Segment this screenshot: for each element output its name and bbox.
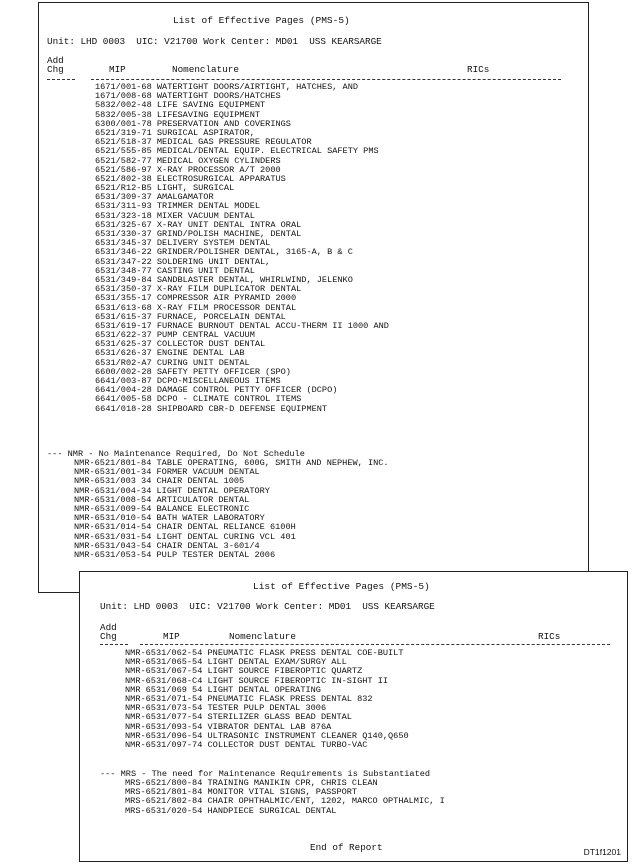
list-item: NMR-6531/053-54 PULP TESTER DENTAL 2006 (74, 549, 276, 560)
list-item: NMR-6531/071-54 PNEUMATIC FLASK PRESS DENTAL 832 (125, 693, 373, 704)
list-item: 6521/555-85 MEDICAL/DENTAL EQUIP. ELECTRICAL SAFETY PMS (95, 146, 379, 157)
list-item: 6531/619-17 FURNACE BURNOUT DENTAL ACCU-THERM II 1000 AND (95, 320, 389, 331)
report-page-2 (79, 571, 628, 862)
column-header-nomenclature: Nomenclature (229, 631, 296, 642)
divider (140, 644, 610, 645)
list-item: 6521/586-97 X-RAY PROCESSOR A/T 2000 (95, 164, 281, 175)
list-item: 6521/518-37 MEDICAL GAS PRESSURE REGULATOR (95, 137, 312, 148)
list-item: MRS-6521/800-84 TRAINING MANIKIN CPR, CHRIS CLEAN (125, 778, 378, 788)
list-item: 6531/349-84 SANDBLASTER DENTAL, WHIRLWIND, JELENKO (95, 274, 353, 285)
divider (100, 644, 128, 645)
list-item: NMR-6531/093-54 VIBRATOR DENTAL LAB 876A (125, 721, 332, 732)
list-item: 6531/615-37 FURNACE, PORCELAIN DENTAL (95, 311, 286, 322)
list-item: 6531/346-22 GRINDER/POLISHER DENTAL, 3165-A, B & C (95, 247, 353, 258)
list-item: 6600/002-28 SAFETY PETTY OFFICER (SPO) (95, 366, 291, 377)
column-header-chg: Chg (100, 631, 117, 642)
column-header-nomenclature: Nomenclature (172, 64, 239, 75)
list-item: MRS-6521/801-84 MONITOR VITAL SIGNS, PASSPORT (125, 787, 358, 798)
list-item: 5832/002-48 LIFE SAVING EQUIPMENT (95, 100, 266, 111)
report-page-1 (38, 2, 589, 593)
column-header-chg: Chg (47, 64, 64, 75)
end-of-report: End of Report (310, 842, 383, 853)
list-item: NMR-6531/031-54 LIGHT DENTAL CURING VCL 401 (74, 531, 296, 542)
list-item: 6641/003-87 DCPO-MISCELLANEOUS ITEMS (95, 376, 281, 386)
list-item: NMR-6531/096-54 ULTRASONIC INSTRUMENT CLEANER Q140,Q650 (125, 730, 409, 741)
list-item: 6641/005-58 DCPO - CLIMATE CONTROL ITEMS (95, 394, 302, 405)
list-item: 6531/309-37 AMALGAMATOR (95, 192, 214, 203)
list-item: 6531/345-37 DELIVERY SYSTEM DENTAL (95, 238, 271, 249)
column-header-add: Add (47, 55, 64, 66)
list-item: 6531/330-37 GRIND/POLISH MACHINE, DENTAL (95, 229, 302, 239)
list-item: 6531/626-37 ENGINE DENTAL LAB (95, 348, 245, 359)
list-item: NMR-6531/062-54 PNEUMATIC FLASK PRESS DENTAL COE-BUILT (125, 648, 404, 658)
nmr-list (125, 649, 409, 750)
list-item: 6531/613-68 X-RAY FILM PROCESSOR DENTAL (95, 302, 297, 313)
figure-id: DT1f1201 (583, 847, 621, 857)
list-item: 6531/323-18 MIXER VACUUM DENTAL (95, 210, 255, 221)
list-item: 6531/625-37 COLLECTOR DUST DENTAL (95, 339, 266, 350)
list-item: 6521/582-77 MEDICAL OXYGEN CYLINDERS (95, 155, 281, 166)
list-item: NMR-6531/068-C4 LIGHT SOURCE FIBEROPTIC IN-SIGHT II (125, 675, 389, 686)
mrs-section-heading: --- MRS - The need for Maintenance Requirements is Substantiated (100, 769, 431, 779)
divider (47, 79, 75, 80)
nmr-list (74, 459, 389, 560)
list-item: 1671/001-68 WATERTIGHT DOORS/AIRTIGHT, HATCHES, AND (95, 82, 359, 92)
list-item: NMR-6531/073-54 TESTER PULP DENTAL 3006 (125, 703, 327, 714)
list-item: 6531/355-17 COMPRESSOR AIR PYRAMID 2000 (95, 293, 297, 304)
list-item: NMR-6531/067-54 LIGHT SOURCE FIBEROPTIC QUARTZ (125, 666, 363, 677)
list-item: 6531/325-67 X-RAY UNIT DENTAL INTRA ORAL (95, 219, 302, 230)
list-item: NMR-6531/014-54 CHAIR DENTAL RELIANCE 6100H (74, 522, 296, 533)
list-item: NMR-6531/097-74 COLLECTOR DUST DENTAL TURBO-VAC (125, 739, 368, 750)
column-header-rics: RICs (467, 64, 490, 75)
list-item: 6531/311-93 TRIMMER DENTAL MODEL (95, 201, 261, 212)
list-item: 5832/005-38 LIFESAVING EQUIPMENT (95, 109, 261, 120)
column-header-add: Add (100, 622, 117, 633)
list-item: 6531/R02-A7 CURING UNIT DENTAL (95, 357, 250, 368)
list-item: NMR-6531/009-54 BALANCE ELECTRONIC (74, 503, 250, 514)
mrs-list (125, 779, 445, 816)
list-item: MRS-6521/802-84 CHAIR OPHTHALMIC/ENT, 1202, MARCO OPTHALMIC, I (125, 796, 445, 807)
list-item: 6531/348-77 CASTING UNIT DENTAL (95, 265, 255, 276)
list-item: NMR-6531/043-54 CHAIR DENTAL 3-601/4 (74, 540, 260, 551)
unit-line: Unit: LHD 0003 UIC: V21700 Work Center: MD01 USS KEARSARGE (100, 601, 435, 612)
mip-list (95, 83, 389, 414)
list-item: 6521/R12-B5 LIGHT, SURGICAL (95, 183, 235, 194)
unit-line: Unit: LHD 0003 UIC: V21700 Work Center: MD01 USS KEARSARGE (47, 36, 382, 47)
list-item: 6521/319-71 SURGICAL ASPIRATOR, (95, 127, 255, 138)
list-item: 6531/350-37 X-RAY FILM DUPLICATOR DENTAL (95, 284, 302, 295)
page-title: List of Effective Pages (PMS-5) (173, 15, 350, 26)
list-item: 1671/008-68 WATERTIGHT DOORS/HATCHES (95, 91, 281, 102)
nmr-section-heading: --- NMR - No Maintenance Required, Do Not Schedule (47, 449, 305, 459)
column-header-mip: MIP (109, 64, 126, 75)
page-title: List of Effective Pages (PMS-5) (253, 581, 430, 592)
list-item: NMR-6531/004-34 LIGHT DENTAL OPERATORY (74, 485, 270, 496)
list-item: MRS-6531/020-54 HANDPIECE SURGICAL DENTAL (125, 805, 337, 816)
list-item: NMR 6531/069 54 LIGHT DENTAL OPERATING (125, 684, 321, 695)
list-item: NMR-6531/010-54 BATH WATER LABORATORY (74, 513, 265, 524)
list-item: 6641/004-28 DAMAGE CONTROL PETTY OFFICER (DCPO) (95, 385, 338, 396)
list-item: 6531/622-37 PUMP CENTRAL VACUUM (95, 330, 255, 341)
divider (91, 79, 561, 80)
list-item: NMR-6531/001-34 FORMER VACUUM DENTAL (74, 467, 260, 478)
list-item: 6300/001-78 PRESERVATION AND COVERINGS (95, 118, 291, 129)
list-item: NMR-6531/003 34 CHAIR DENTAL 1005 (74, 476, 245, 487)
list-item: 6641/018-28 SHIPBOARD CBR-D DEFENSE EQUIPMENT (95, 403, 328, 414)
column-header-rics: RICs (538, 631, 561, 642)
list-item: NMR-6531/077-54 STERILIZER GLASS BEAD DENTAL (125, 712, 352, 723)
column-header-mip: MIP (163, 631, 180, 642)
list-item: 6521/802-38 ELECTROSURGICAL APPARATUS (95, 173, 286, 184)
list-item: NMR-6531/065-54 LIGHT DENTAL EXAM/SURGY ALL (125, 657, 347, 668)
list-item: NMR-6531/008-54 ARTICULATOR DENTAL (74, 494, 250, 505)
list-item: 6531/347-22 SOLDERING UNIT DENTAL, (95, 256, 271, 267)
list-item: NMR-6521/801-84 TABLE OPERATING, 600G, SMITH AND NEPHEW, INC. (74, 458, 389, 468)
